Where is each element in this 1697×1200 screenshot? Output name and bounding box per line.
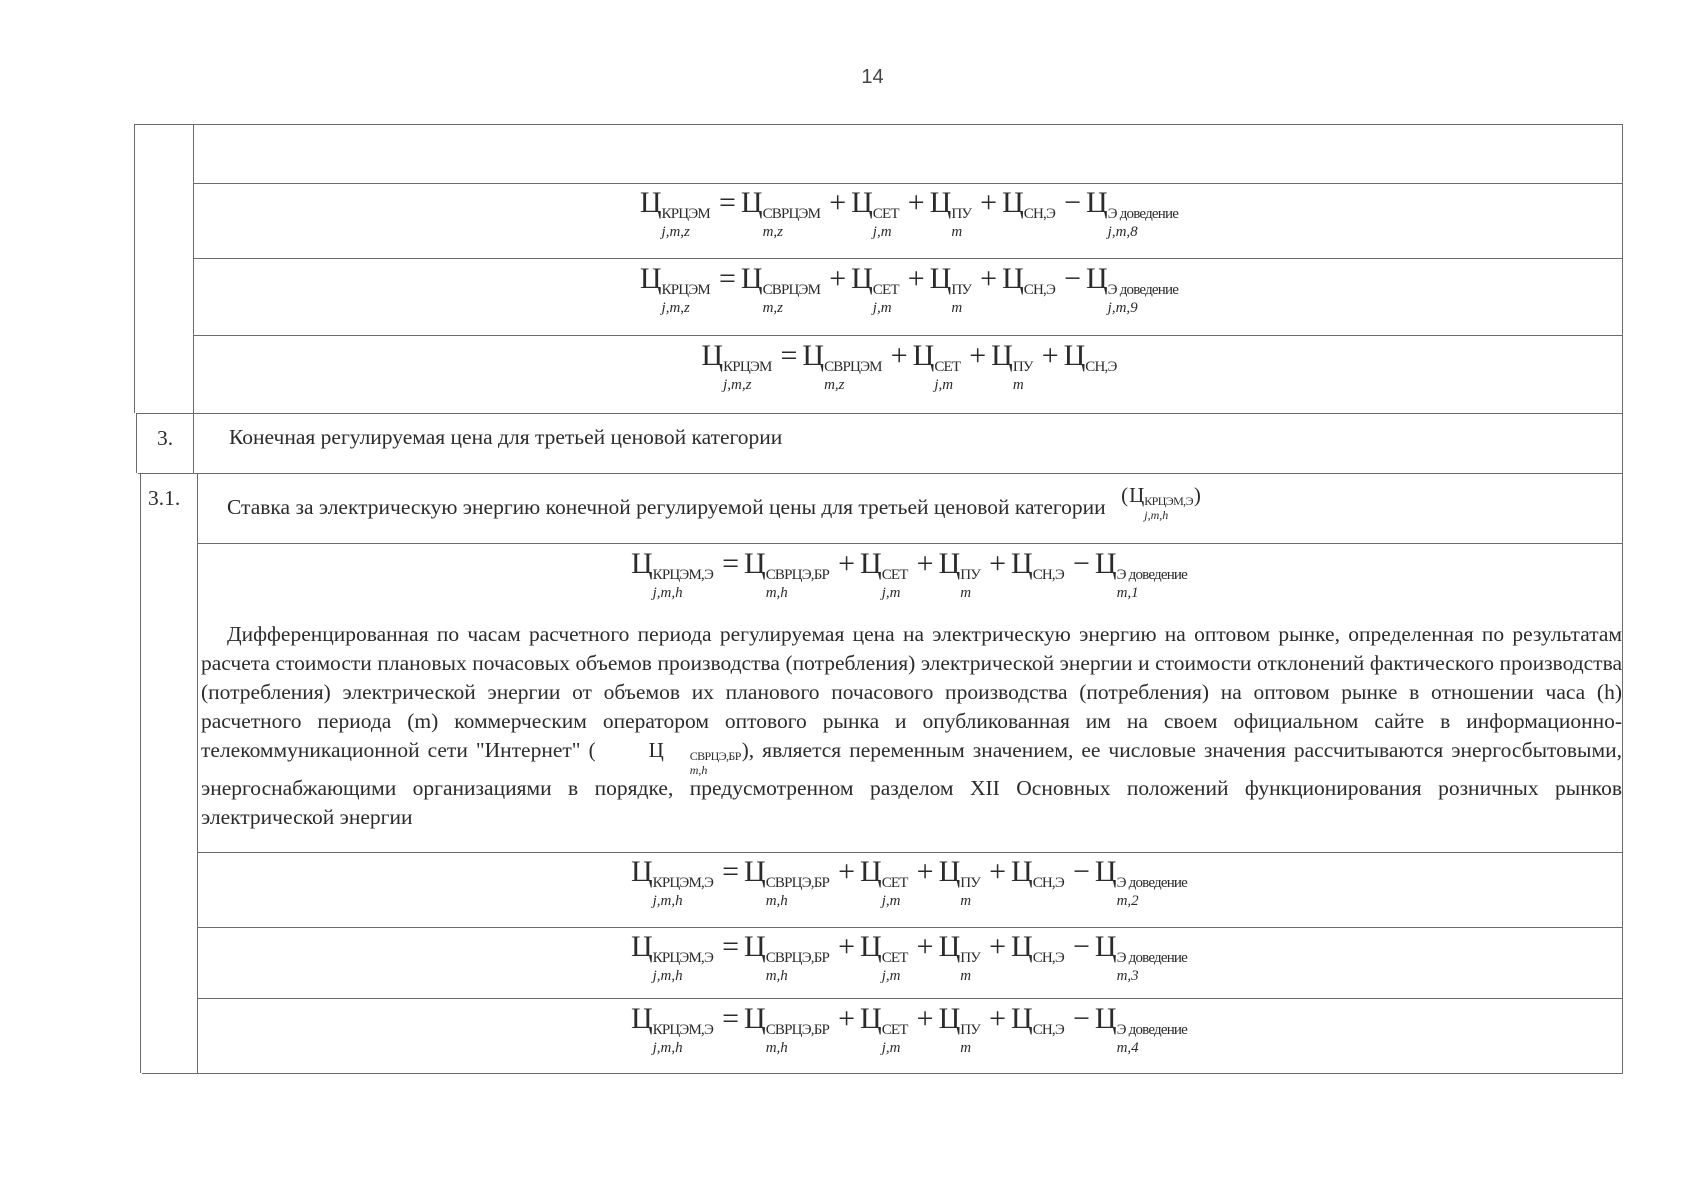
symbol-base: Ц (1011, 1002, 1033, 1035)
formula-operator: = (718, 186, 736, 219)
symbol-subscript (1033, 967, 1064, 985)
price-term (938, 930, 981, 984)
symbol-scripts (653, 566, 713, 602)
symbol-subscript: m,h (765, 585, 788, 601)
symbol-superscript: КРЦЭМ (661, 282, 710, 298)
symbol-scripts (1024, 281, 1055, 317)
symbol-superscript: СВРЦЭМ (762, 206, 821, 222)
symbol-scripts (653, 1021, 713, 1057)
symbol-superscript: КРЦЭМ,Э (652, 1022, 714, 1038)
symbol-superscript: ПУ (951, 282, 972, 298)
symbol-scripts (960, 874, 980, 910)
formula (195, 262, 1623, 316)
price-term (929, 186, 972, 240)
symbol-superscript: СВРЦЭ,БР (765, 1022, 830, 1038)
symbol-superscript: СН,Э (1023, 206, 1056, 222)
symbol-scripts (1144, 494, 1193, 522)
symbol-subscript (1033, 1039, 1064, 1057)
price-term (1011, 857, 1064, 904)
formula-operator: + (907, 262, 925, 295)
symbol-scripts (951, 281, 971, 317)
formula-operator: + (890, 339, 908, 372)
price-symbol (1121, 483, 1201, 522)
symbol-superscript: СВРЦЭ,БР (689, 749, 741, 763)
formula-operator: + (916, 855, 934, 888)
symbol-base: Ц (929, 262, 952, 295)
symbol-subscript: j,m (881, 968, 901, 984)
symbol-subscript: m (951, 300, 963, 316)
symbol-superscript: ПУ (1012, 359, 1033, 375)
table-rule (136, 413, 137, 473)
symbol-subscript: m,z (762, 224, 783, 240)
symbol-superscript: СН,Э (1032, 1022, 1064, 1038)
formula-operator: = (722, 930, 740, 963)
formula-operator: − (1064, 262, 1081, 295)
formula (195, 930, 1623, 984)
symbol-scripts (873, 281, 899, 317)
price-term (1094, 930, 1188, 984)
symbol-scripts (766, 949, 829, 985)
price-term (1094, 855, 1188, 909)
symbol-base: Ц (1011, 855, 1033, 888)
symbol-superscript: СЕТ (881, 1022, 908, 1038)
symbol-scripts (1024, 205, 1055, 241)
table-rule (197, 998, 1623, 999)
price-term (740, 186, 821, 240)
price-term (991, 339, 1033, 393)
formula-operator: + (916, 1002, 934, 1035)
symbol-scripts (1117, 949, 1187, 985)
symbol-base: Ц (744, 855, 766, 888)
symbol-subscript: m,1 (1116, 585, 1139, 601)
paragraph-text: Дифференцированная по часам расчетного периода регулируемая цена на электрическую энергию на оптовом рынке, определенная по результатам расчета стоимости плановых почасовых объемов производства (потребления) электрической энергии и стоимости отклонений фактического производства (потребления) электрической энергии от объемов их планового почасового производства (потребления) на оптовом рынке в отношении часа (h) расчетного периода (m) коммерческим оператором оптового рынка и опубликованная им на своем официальном сайте в информационно-телекоммуникационной сети "Интернет" (201, 622, 1622, 762)
price-term (630, 547, 714, 601)
symbol-subscript: j,m,h (652, 968, 683, 984)
symbol-base: Ц (860, 1002, 882, 1035)
formula-operator: + (969, 339, 987, 372)
price-term (744, 930, 830, 984)
symbol-subscript: j,m,z (723, 377, 752, 393)
section-title: Конечная регулируемая цена для третьей ценовой категории (229, 425, 783, 449)
symbol-subscript (1085, 376, 1116, 394)
price-term (639, 186, 710, 240)
symbol-scripts (664, 749, 741, 777)
symbol-subscript (1024, 299, 1055, 317)
symbol-subscript: m (1012, 377, 1024, 393)
price-term (860, 930, 908, 984)
symbol-scripts (934, 358, 960, 394)
symbol-scripts (960, 949, 980, 985)
symbol-subscript: j,m,z (661, 224, 690, 240)
symbol-superscript: СЕТ (881, 567, 908, 583)
table-rule (193, 335, 1623, 336)
price-term (938, 1002, 981, 1056)
price-term (1129, 482, 1193, 522)
symbol-superscript: СЕТ (881, 875, 908, 891)
symbol-base: Ц (630, 855, 653, 888)
symbol-base: Ц (991, 339, 1013, 372)
symbol-base: Ц (1094, 1002, 1117, 1035)
symbol-base: Ц (851, 186, 873, 219)
symbol-superscript: Э доведение (1107, 206, 1179, 222)
symbol-base: Ц (630, 547, 653, 580)
formula-operator: + (916, 930, 934, 963)
table-rule (193, 258, 1623, 259)
section-number: 3.1. (148, 486, 181, 510)
symbol-scripts (960, 1021, 980, 1057)
table-rule (197, 852, 1623, 853)
price-term (744, 1002, 830, 1056)
paren-open: ( (1121, 483, 1129, 507)
symbol-scripts (824, 358, 882, 394)
price-symbol (588, 738, 749, 777)
symbol-scripts (766, 566, 829, 602)
symbol-subscript: m (960, 1040, 972, 1056)
symbol-base: Ц (1129, 483, 1145, 507)
price-term (630, 930, 714, 984)
symbol-base: Ц (740, 262, 763, 295)
symbol-scripts (662, 281, 710, 317)
symbol-scripts (882, 566, 908, 602)
symbol-superscript: ПУ (960, 950, 981, 966)
symbol-subscript: j,m,h (652, 585, 683, 601)
symbol-subscript: j,m (872, 300, 892, 316)
symbol-base: Ц (938, 855, 961, 888)
symbol-base: Ц (740, 186, 763, 219)
symbol-superscript: СЕТ (872, 206, 899, 222)
symbol-superscript: ПУ (960, 875, 981, 891)
symbol-subscript: j,m,h (652, 893, 683, 909)
symbol-base: Ц (1002, 186, 1024, 219)
symbol-subscript: j,m (872, 224, 892, 240)
symbol-scripts (1033, 1021, 1064, 1057)
symbol-base: Ц (744, 930, 766, 963)
table-rule (193, 183, 1623, 184)
table-rule (134, 124, 1623, 125)
symbol-superscript: СН,Э (1032, 567, 1064, 583)
paragraph-text: , является переменным значением, ее числовые значения рассчитываются энергосбытовыми, энергоснабжающими организациями в порядке, предусмотренном разделом XII Основных положений функционирования розничных рынков электрической энергии (201, 738, 1622, 829)
symbol-base: Ц (1011, 930, 1033, 963)
symbol-superscript: ПУ (960, 1022, 981, 1038)
price-term (912, 339, 961, 393)
symbol-subscript: m,2 (1116, 893, 1139, 909)
symbol-base: Ц (744, 547, 766, 580)
formula (195, 547, 1623, 601)
symbol-superscript: КРЦЭМ (661, 206, 710, 222)
symbol-scripts (1108, 205, 1178, 241)
definition-paragraph (201, 620, 1622, 832)
price-term (929, 262, 972, 316)
price-term (1011, 932, 1064, 979)
symbol-superscript: Э доведение (1116, 567, 1188, 583)
table-rule (140, 473, 141, 1073)
symbol-superscript: СН,Э (1085, 359, 1117, 375)
symbol-superscript: СН,Э (1032, 875, 1064, 891)
symbol-scripts (873, 205, 899, 241)
symbol-base: Ц (860, 930, 882, 963)
price-term (1085, 262, 1179, 316)
price-term (1085, 186, 1179, 240)
section-title (227, 483, 1201, 531)
symbol-superscript: СН,Э (1032, 950, 1064, 966)
symbol-superscript: Э доведение (1116, 1022, 1188, 1038)
price-term (938, 855, 981, 909)
table-rule (142, 1073, 1623, 1074)
symbol-scripts (882, 949, 908, 985)
price-term (802, 339, 882, 393)
price-term (860, 1002, 908, 1056)
symbol-superscript: Э доведение (1107, 282, 1179, 298)
symbol-scripts (1117, 874, 1187, 910)
symbol-base: Ц (744, 1002, 766, 1035)
symbol-subscript: m,h (765, 893, 788, 909)
symbol-subscript: j,m,h (652, 1040, 683, 1056)
symbol-base: Ц (1011, 547, 1033, 580)
symbol-scripts (766, 874, 829, 910)
price-term (1011, 549, 1064, 596)
symbol-subscript: m (960, 968, 972, 984)
section-title-text: Ставка за электрическую энергию конечной регулируемой цены для третьей ценовой категории (227, 495, 1106, 519)
table-rule (138, 473, 1623, 474)
symbol-scripts (951, 205, 971, 241)
symbol-base: Ц (1094, 855, 1117, 888)
price-term (740, 262, 821, 316)
table-rule (136, 413, 1623, 414)
table-rule (134, 124, 135, 413)
symbol-scripts (1108, 281, 1178, 317)
symbol-subscript (1033, 584, 1064, 602)
symbol-subscript: m,z (762, 300, 783, 316)
symbol-superscript: СН,Э (1023, 282, 1056, 298)
formula-operator: + (838, 855, 856, 888)
symbol-superscript: СВРЦЭМ (824, 359, 882, 375)
formula-operator: = (718, 262, 736, 295)
symbol-base: Ц (1094, 547, 1117, 580)
symbol-scripts (763, 205, 821, 241)
symbol-superscript: СВРЦЭ,БР (765, 950, 830, 966)
paren-close: ) (741, 738, 749, 762)
symbol-superscript: СЕТ (872, 282, 899, 298)
paren-open: ( (588, 738, 596, 762)
symbol-superscript: СЕТ (934, 359, 961, 375)
formula-operator: − (1064, 186, 1081, 219)
symbol-base: Ц (1063, 339, 1086, 372)
table-rule (193, 124, 194, 473)
price-term (630, 1002, 714, 1056)
symbol-subscript: j,m (881, 585, 901, 601)
price-term (639, 262, 710, 316)
symbol-scripts (766, 1021, 829, 1057)
price-term (1094, 1002, 1188, 1056)
formula (195, 855, 1623, 909)
symbol-scripts (882, 874, 908, 910)
symbol-scripts (653, 874, 713, 910)
symbol-superscript: КРЦЭМ (723, 359, 772, 375)
price-term (860, 855, 908, 909)
symbol-base: Ц (938, 1002, 961, 1035)
symbol-scripts (960, 566, 980, 602)
symbol-superscript: КРЦЭМ,Э (652, 567, 714, 583)
symbol-scripts (1033, 566, 1064, 602)
price-term (744, 855, 830, 909)
price-term (1002, 188, 1055, 235)
formula-operator: = (722, 547, 740, 580)
formula-operator: + (989, 855, 1007, 888)
symbol-scripts (763, 281, 821, 317)
table-rule (197, 543, 1623, 544)
price-term (1064, 341, 1117, 388)
formula-operator: = (722, 855, 740, 888)
symbol-superscript: ПУ (951, 206, 972, 222)
formula-operator: − (1072, 930, 1090, 963)
price-term (860, 547, 908, 601)
formula-operator: − (1072, 1002, 1090, 1035)
symbol-superscript: СЕТ (881, 950, 908, 966)
symbol-base: Ц (701, 339, 724, 372)
table-rule (197, 927, 1623, 928)
page-number: 14 (861, 66, 884, 88)
price-term (1011, 1004, 1064, 1051)
formula-operator: + (838, 930, 856, 963)
formula-operator: + (829, 186, 847, 219)
paren-close: ) (1193, 483, 1201, 507)
symbol-subscript: m,h (765, 968, 788, 984)
symbol-base: Ц (860, 855, 882, 888)
formula (195, 339, 1623, 393)
formula-operator: + (916, 547, 934, 580)
symbol-base: Ц (1002, 262, 1024, 295)
symbol-base: Ц (639, 186, 662, 219)
formula-operator: + (980, 262, 998, 295)
symbol-subscript: j,m,z (661, 300, 690, 316)
symbol-base: Ц (1085, 262, 1108, 295)
symbol-base: Ц (938, 930, 961, 963)
symbol-scripts (662, 205, 710, 241)
symbol-subscript: m,z (824, 377, 845, 393)
symbol-base: Ц (639, 262, 662, 295)
symbol-subscript: m (960, 585, 972, 601)
symbol-base: Ц (929, 186, 952, 219)
formula-operator: + (1041, 339, 1059, 372)
symbol-base: Ц (1085, 186, 1108, 219)
symbol-scripts (723, 358, 771, 394)
symbol-base: Ц (630, 930, 653, 963)
symbol-subscript: m,h (689, 763, 708, 777)
price-term (938, 547, 981, 601)
formula (195, 1002, 1623, 1056)
symbol-scripts (1013, 358, 1033, 394)
symbol-subscript (1033, 892, 1064, 910)
formula-operator: + (838, 547, 856, 580)
formula-operator: + (829, 262, 847, 295)
symbol-base: Ц (1094, 930, 1117, 963)
symbol-subscript: m,h (765, 1040, 788, 1056)
formula-operator: − (1072, 855, 1090, 888)
symbol-base: Ц (851, 262, 873, 295)
symbol-subscript: j,m,9 (1107, 300, 1138, 316)
formula (195, 186, 1623, 240)
symbol-scripts (1085, 358, 1116, 394)
formula-operator: + (838, 1002, 856, 1035)
price-term (1002, 264, 1055, 311)
symbol-subscript: j,m,8 (1107, 224, 1138, 240)
formula-operator: + (989, 930, 1007, 963)
formula-operator: = (780, 339, 798, 372)
symbol-scripts (882, 1021, 908, 1057)
symbol-scripts (1033, 874, 1064, 910)
symbol-base: Ц (912, 339, 935, 372)
symbol-base: Ц (630, 1002, 653, 1035)
symbol-base: Ц (648, 738, 664, 762)
price-term (1094, 547, 1188, 601)
formula-operator: − (1072, 547, 1090, 580)
symbol-scripts (1117, 1021, 1187, 1057)
price-term (701, 339, 772, 393)
section-number: 3. (157, 426, 174, 450)
symbol-scripts (1033, 949, 1064, 985)
formula-operator: + (907, 186, 925, 219)
symbol-subscript (1024, 223, 1055, 241)
symbol-superscript: КРЦЭМ,Э (652, 950, 714, 966)
symbol-subscript: j,m (881, 1040, 901, 1056)
symbol-superscript: КРЦЭМ,Э (1144, 494, 1193, 508)
symbol-superscript: СВРЦЭ,БР (765, 875, 830, 891)
symbol-subscript: m (951, 224, 963, 240)
symbol-subscript: j,m (934, 377, 954, 393)
price-term (630, 855, 714, 909)
symbol-scripts (1117, 566, 1187, 602)
symbol-superscript: Э доведение (1116, 950, 1188, 966)
symbol-superscript: ПУ (960, 567, 981, 583)
formula-operator: + (980, 186, 998, 219)
symbol-base: Ц (938, 547, 961, 580)
symbol-base: Ц (860, 547, 882, 580)
symbol-subscript: m (960, 893, 972, 909)
symbol-base: Ц (802, 339, 825, 372)
symbol-subscript: j,m (881, 893, 901, 909)
symbol-subscript: j,m,h (1144, 508, 1169, 522)
symbol-superscript: Э доведение (1116, 875, 1188, 891)
symbol-superscript: СВРЦЭМ (762, 282, 821, 298)
price-term (851, 262, 899, 316)
price-term (851, 186, 899, 240)
formula-operator: = (722, 1002, 740, 1035)
formula-operator: + (989, 547, 1007, 580)
symbol-superscript: СВРЦЭ,БР (765, 567, 830, 583)
symbol-subscript: m,3 (1116, 968, 1139, 984)
price-term (744, 547, 830, 601)
price-term (597, 736, 741, 777)
formula-operator: + (989, 1002, 1007, 1035)
symbol-subscript: m,4 (1116, 1040, 1139, 1056)
symbol-scripts (653, 949, 713, 985)
symbol-superscript: КРЦЭМ,Э (652, 875, 714, 891)
